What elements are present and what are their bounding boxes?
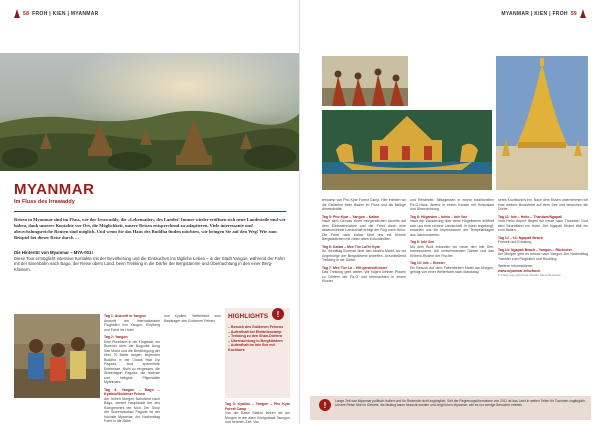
intro-text: Diese Tour ermöglicht intensive Kontakte mit der Bevölkerung und die Eintauchen ins tägliche Leben – in der Stadt Yangon, während der Fahrt mit der Eisenbahn nach Bago, der Reise übers Land, beim Trekking in die Dörfer der Bergstämme und Übernachtung in den einer Berg-Klöstern. <box>14 255 285 272</box>
hero-photo-bagan <box>0 53 300 171</box>
article-title: MYANMAR <box>14 181 95 198</box>
day-9 <box>410 240 494 258</box>
day-10-text: Ein Besuch auf dem Fabenfarben Markt am Morgen, gefolgt von einer Weiterfahrt nach Mandalay. <box>410 265 494 274</box>
day-1 <box>104 314 160 332</box>
info-text: Lange Zeit war Myanmar politisch isoliert und für Reisende nicht zugänglich. Seit der Regierungsübernahme von 2011 ist das Land in weiten Teilen für Touristen zugänglich. Unsere Reise führt in Gebiete, die bislang kaum besucht wurden und zeigt Ihnen Myanmar, wie es nur wenige Besucher erleben. <box>335 399 586 408</box>
day-6-text: An Vormittag Bummel über den lokalen Markt, wo wir Angehörige der Bergstämme antreffen. Anschließend Trekking in die Dörfer. <box>322 249 406 262</box>
day-10 <box>410 261 494 275</box>
right-running-head <box>501 9 586 18</box>
monks-photo <box>322 56 408 106</box>
day-12-heading: Tag 12 – 13: Ngapali Beach <box>498 235 543 240</box>
day-1-text: Ankunft am internationalen Flughafen von Yangon. Empfang und Fahrt ins Hotel. <box>104 318 160 332</box>
left-running-head-text: FROH | KIEN | MYANMAR <box>32 10 99 17</box>
photo-credit: © Fotos copyright Kiek Schwb. Kiens Reisezeit <box>498 273 561 277</box>
day-8-text: Nach der Wanderung über einen Hügelkamm eröffnet sich uns eine schöne Landschaft. In Inlein angelangt, erwarten uns die Impressionen der Tempelanlagen aus Jahrhunderten. <box>410 219 494 237</box>
itinerary-column-2b <box>225 402 290 424</box>
right-page-number: 59 <box>570 10 577 17</box>
stupa-icon <box>14 9 20 18</box>
col5-continuation <box>498 198 588 212</box>
day-9-text: Mit dem Boot erkunden wir heute den Inle See. Insbesondere, die schwimmenden Gärten und das Einbein-Rudern der Fischer. <box>410 244 494 258</box>
exclamation-icon: ! <box>319 399 331 411</box>
col3-continuation <box>322 198 406 212</box>
article-intro <box>14 250 286 272</box>
highlights-title: HIGHLIGHTS <box>228 313 269 320</box>
day-3-heading: Tag 3: Yangon – Bago – Kyaikto/Goldener Felsen <box>104 387 160 396</box>
highlight-item: – Trekking zu den Shan-Dörfern <box>228 334 288 339</box>
day-12-text: Freizeit und Erholung. <box>498 240 533 244</box>
itinerary-column-5 <box>498 198 588 281</box>
day-7-heading: Tag 7: Mee The La – Hill garden/Kloster <box>322 265 388 270</box>
day-8 <box>410 215 494 238</box>
highlights-list <box>228 325 288 353</box>
itinerary-column-2 <box>164 314 221 326</box>
divider <box>14 211 286 212</box>
day-12-13 <box>498 236 588 245</box>
stupa-icon <box>580 9 586 18</box>
day-11-text: Vom Heho Airport fliegen wir heute nach Thandwe. Dort wird Strandfahrt ins Hotel. Der Ngapali Strand lädt ein zum Baden. <box>498 219 588 232</box>
day-5-heading: Tag 5: Pho Kyar – Yangon – Kalaw <box>322 214 379 219</box>
day-2 <box>104 335 160 385</box>
exclamation-icon: ! <box>272 308 284 320</box>
day-3 <box>104 388 160 424</box>
left-page-number: 58 <box>23 10 30 17</box>
day-5 <box>322 215 406 242</box>
day-6-heading: Tag 6: Kalaw – Mee The La/Ye Kyat <box>322 244 380 249</box>
right-running-head-text: MYANMAR | KIEN | FROH <box>501 10 568 17</box>
day-11-heading: Tag 11: Inle – Heho – Thandwe/Ngapali <box>498 214 563 219</box>
day-4-text: Von der Basis Station fahren wir am Morgen in die alten Königsstadt Taungoo und nehmen Zeit. Von <box>225 411 290 424</box>
left-running-head <box>14 9 99 18</box>
day-7 <box>322 266 406 284</box>
day-9-heading: Tag 9: Inle See <box>410 240 435 244</box>
itinerary-column-4 <box>410 198 494 278</box>
highlight-item: – Übernachtung in Bergklöstern <box>228 339 288 344</box>
day-14-heading: Tag 14: Ngapali Beach – Yangon – Rückreise <box>498 247 573 252</box>
day-7-text: Das Trekking geht weiter. Wir folgen kleinen Pfaden zu Dörfern der Pa-O und übernachten in einem Kloster. <box>322 270 406 283</box>
highlight-item: – Aufenthalt im Inle See mit Kochkurs <box>228 343 288 352</box>
day-5-text: Nach dem Genuss eines morgendlichen Ausritts auf dem Elefantenrücken und der Fahrt durch eine abwechselnde Landschaft erfolgt der Flug nach Heho. Die Fahrt nach Kalaw führt uns ins frühere Bergstädtchen mit vielen alten Kolonialvillen. <box>322 219 406 241</box>
col5-text-0: seres Kochkurses ein. Nach dem Essen unternehmen wir eine weitere Bootsfahrt auf dem See und besuchen die Dörfer. <box>498 198 588 211</box>
day-3-text: Am frühen Morgen Bahnfahrt nach Bago, derzeit Hauptstadt der des Königreiches der Mon. Der Shop der Shwemawdaw Pagode ist der höchste Myanmar. Am Nachmittag Fahrt in die Nähe <box>104 396 160 423</box>
more-info <box>498 264 588 278</box>
website-link[interactable]: www.myanmar-reisebuch <box>498 268 541 273</box>
col2-continuation <box>164 314 221 323</box>
day-1-heading: Tag 1: Ankunft in Yangon <box>104 314 146 318</box>
col3-text-0: tencamp von Pho Kyar Forest Camp. Hier erleben wir die Elefanten beim Baden im Fluss und als fleißige Arbeitskräfte. <box>322 198 406 211</box>
intro-heading: Die Hintertür von Myanmar – MYA-001! <box>14 250 93 255</box>
article-lead: Reisen in Myanmar sind im Fluss, wie der Irrawaddy, die »Lebensader« des Landes! Immer wieder eröffnen sich neue Landesteile und wir haben, dank unserer Kontakte vor Ort, die Möglichkeit, unsere Reisen entsprechend zu adaptieren. Viele interessante und abwechslungsreiche Routen sind möglich. Und wenn Sie das Haus des Buddha finden möchten, wir bringen Sie auf den Weg! Wie zum Beispiel bei dieser Reise durch … <box>14 217 286 240</box>
day-6 <box>322 245 406 263</box>
highlight-item: – Aufenthalt bei Elefantencamp <box>228 330 288 335</box>
day-11 <box>498 215 588 233</box>
col4-text-0: und Reisfelder. Mittagessen in einem traditionellen Pa-O-Haus. Abend in einem Kloster mit Holzpalast und Übernachtung. <box>410 198 494 211</box>
day-2-text: Eine Rundfahrt in der Kingstadt, ein Bummel über die Bogyoke Aung San Markt und die Besichtigung der über 70 Meter langen, liegenden Buddha in der Chauk Htat Gyi Pagoda, sind spannende Erlebnisse. Nicht zu vergessen, die Shwedagon Pagoda, die höchste und heiligste Pilgerstätte Myanmars. <box>104 339 160 384</box>
day-2-heading: Tag 2: Yangon <box>104 335 128 339</box>
day-4 <box>225 402 290 424</box>
golden-barge-photo <box>322 110 492 190</box>
itinerary-column-1 <box>104 314 160 424</box>
article-subtitle: Im Fluss des Irrawaddy <box>14 199 75 205</box>
highlight-item: – Besuch des Goldenen Felsens <box>228 325 288 330</box>
children-photo <box>14 314 100 398</box>
day-14-text: Am Morgen geht es zurück nach Yangon. Am Nachmittag Transfer zum Flughafen und Rückflug. <box>498 252 588 261</box>
day-14 <box>498 248 588 262</box>
col4-continuation <box>410 198 494 212</box>
day-8-heading: Tag 8: Hilgarden – Inlein – Inle See <box>410 214 468 219</box>
right-page <box>300 0 600 424</box>
day-4-heading: Tag 4: Kyaikto – Yangon – Pho Kyar Forest Camp <box>225 402 290 411</box>
itinerary-column-3 <box>322 198 406 287</box>
more-info-label: Weitere Informationen: <box>498 264 534 268</box>
highlights-box <box>225 308 290 398</box>
shwedagon-pagoda-photo <box>496 56 588 190</box>
day-10-heading: Tag 10: Inle – Kloster <box>410 261 445 265</box>
col2-text-0: von Kyaikto. Weiterfahrt zum Basislager des Goldenen Felsen. <box>164 314 221 323</box>
